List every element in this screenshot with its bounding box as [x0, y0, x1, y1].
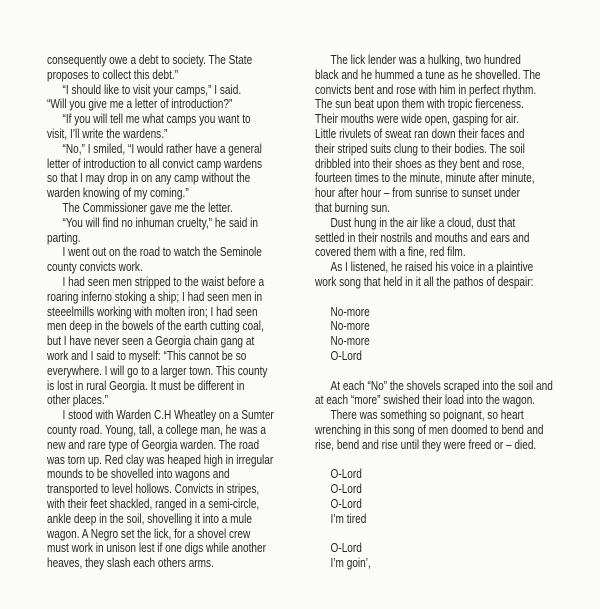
text-line: warden knowing of my coming.” — [47, 185, 189, 201]
text-line: wagon. A Negro set the lick, for a shovel crew — [47, 525, 251, 541]
text-line: visit, I’ll write the wardens.” — [47, 125, 168, 141]
text-line: convicts bent and rose with him in perfect rhythm. — [315, 81, 537, 97]
text-line: settled in their nostrils and mouths and ears and — [315, 229, 530, 245]
text-line: “Will you give me a letter of introduction?” — [47, 96, 233, 112]
text-line: I had seen men stripped to the waist before a — [62, 273, 265, 289]
text-line: I stood with Warden C.H Wheatley on a Sumter — [62, 407, 274, 423]
text-line: “You will find no inhuman cruelty,” he said in — [62, 214, 258, 230]
text-line: rise, bend and rise until they were freed or – died. — [315, 436, 537, 452]
left-text-column — [47, 53, 292, 571]
text-line: proposes to collect this debt.” — [47, 66, 179, 82]
text-line: other places.” — [47, 392, 109, 408]
text-line: There was something so poignant, so heart — [330, 407, 524, 423]
text-line: men deep in the bowels of the earth cutting coal, — [47, 318, 264, 334]
text-line: O-Lord — [330, 347, 362, 363]
text-line: with their feet shackled, ranged in a semi-circle, — [47, 495, 260, 511]
text-line: fourteen times to the minute, minute after minute, — [315, 170, 535, 186]
text-line: No-more — [330, 333, 370, 349]
text-line: mounds to be shovelled into wagons and — [47, 466, 230, 482]
text-line: At each “No” the shovels scraped into the soil and — [330, 377, 553, 393]
text-line: Dust hung in the air like a cloud, dust that — [330, 214, 516, 230]
text-line: black and he hummed a tune as he shovelled. The — [315, 66, 541, 82]
text-line: wrenching in this song of men doomed to bend and — [315, 421, 544, 437]
text-line: ankle deep in the soil, shovelling it into a mule — [47, 510, 252, 526]
text-line: was torn up. Red clay was heaped high in irregular — [47, 451, 274, 467]
text-line: must work in unison lest if one digs while another — [47, 540, 266, 556]
text-line: I’m goin’, — [330, 555, 371, 571]
text-line: O-Lord — [330, 481, 362, 497]
text-line: roaring inferno stoking a ship; I had seen men in — [47, 288, 263, 304]
text-line: county road. Young, tall, a college man, he was a — [47, 421, 267, 437]
text-line: The sun beat upon them with tropic fierceness. — [315, 96, 524, 112]
text-line: letter of introduction to all convict camp wardens — [47, 155, 263, 171]
blank-line — [315, 453, 560, 468]
text-line: work song that held in it all the pathos of despair: — [315, 273, 534, 289]
text-line: new and rare type of Georgia warden. The road — [47, 436, 260, 452]
right-text-column — [315, 53, 560, 571]
text-line: is lost in rural Georgia. It must be different in — [47, 377, 245, 393]
text-line: their striped suits clung to their bodies. The soil — [315, 140, 525, 156]
text-line: everywhere. I will go to a larger town. This county — [47, 362, 268, 378]
text-line: Their mouths were wide open, gasping for air. — [315, 111, 519, 127]
text-line: “I should like to visit your camps,” I said. — [62, 81, 242, 97]
text-line: at each “more” swished their load into the wagon. — [315, 392, 536, 408]
text-line: hour after hour – from sunrise to sunset under — [315, 185, 520, 201]
text-line: Little rivulets of sweat ran down their faces and — [315, 125, 525, 141]
text-line: “No,” I smiled, “I would rather have a general — [62, 140, 262, 156]
text-line: heaves, they slash each others arms. — [47, 555, 214, 571]
text-line: I went out on the road to watch the Seminole — [62, 244, 262, 260]
text-line: O-Lord — [330, 466, 362, 482]
text-line: so that I may drop in on any camp without the — [47, 170, 251, 186]
text-line: transported to level hollows. Convicts in stripes, — [47, 481, 260, 497]
text-line: No-more — [330, 303, 370, 319]
text-line: The lick lender was a hulking, two hundred — [330, 52, 521, 67]
text-line: consequently owe a debt to society. The State — [47, 52, 253, 67]
text-line: steeelmills working with molten iron; I had seen — [47, 303, 258, 319]
text-line: As I listened, he raised his voice in a plaintive — [330, 259, 534, 275]
text-line: No-more — [330, 318, 370, 334]
text-line: O-Lord — [330, 540, 362, 556]
text-line: “If you will tell me what camps you want to — [62, 111, 251, 127]
text-line: county convicts work. — [47, 259, 143, 275]
text-line: dribbled into their shoes as they bent and rose, — [315, 155, 525, 171]
text-line: The Commissioner gave me the letter. — [62, 199, 233, 215]
text-line: that burning sun. — [315, 199, 391, 215]
text-line: covered them with a fine, red film. — [315, 244, 466, 260]
blank-line — [315, 290, 560, 305]
text-line: I’m tired — [330, 510, 367, 526]
blank-line — [315, 364, 560, 379]
text-line: O-Lord — [330, 495, 362, 511]
blank-line — [315, 527, 560, 542]
text-line: work and I said to myself: “This cannot be so — [47, 347, 247, 363]
text-line: parting. — [47, 229, 81, 245]
text-line: but I have never seen a Georgia chain gang at — [47, 333, 255, 349]
